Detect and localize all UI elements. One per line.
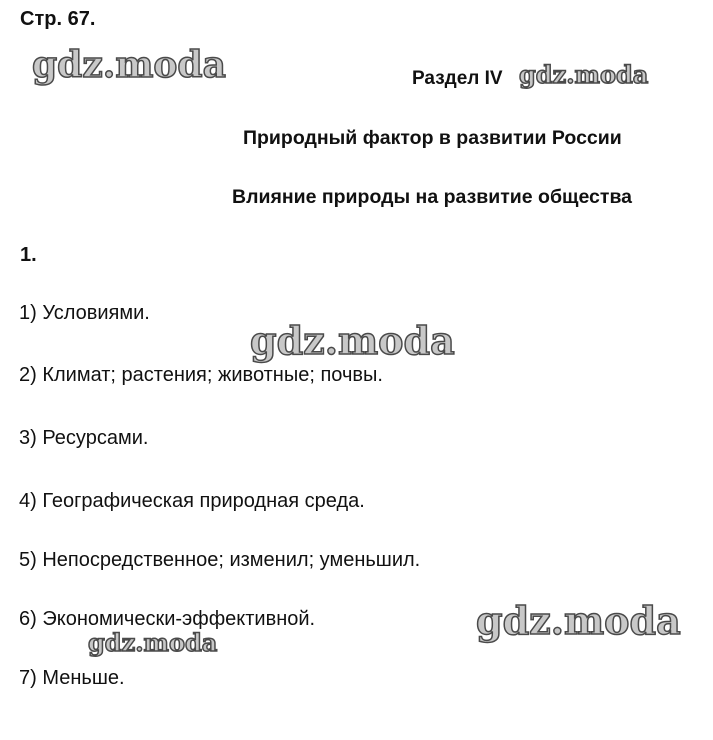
watermark-logo: gdz.moda — [250, 318, 455, 363]
topic-heading: Влияние природы на развитие общества — [232, 186, 633, 208]
answer-line-2: 2) Климат; растения; животные; почвы. — [19, 364, 383, 386]
section-heading: Раздел IV — [412, 68, 503, 89]
answer-line-5: 5) Непосредственное; изменил; уменьшил. — [19, 549, 421, 571]
watermark-logo: gdz.moda — [476, 598, 681, 643]
answer-line-1: 1) Условиями. — [19, 302, 150, 324]
watermark-logo: gdz.moda — [88, 628, 218, 657]
answer-line-3: 3) Ресурсами. — [19, 427, 149, 449]
page-number: Стр. 67. — [20, 8, 96, 30]
task-number: 1. — [20, 244, 37, 266]
answer-line-4: 4) Географическая природная среда. — [19, 490, 365, 512]
watermark-logo: gdz.moda — [32, 44, 226, 86]
watermark-logo: gdz.moda — [519, 60, 649, 89]
answer-line-6: 6) Экономически-эффективной. — [19, 608, 316, 630]
chapter-heading: Природный фактор в развитии России — [243, 127, 622, 149]
answer-line-7: 7) Меньше. — [19, 667, 125, 689]
